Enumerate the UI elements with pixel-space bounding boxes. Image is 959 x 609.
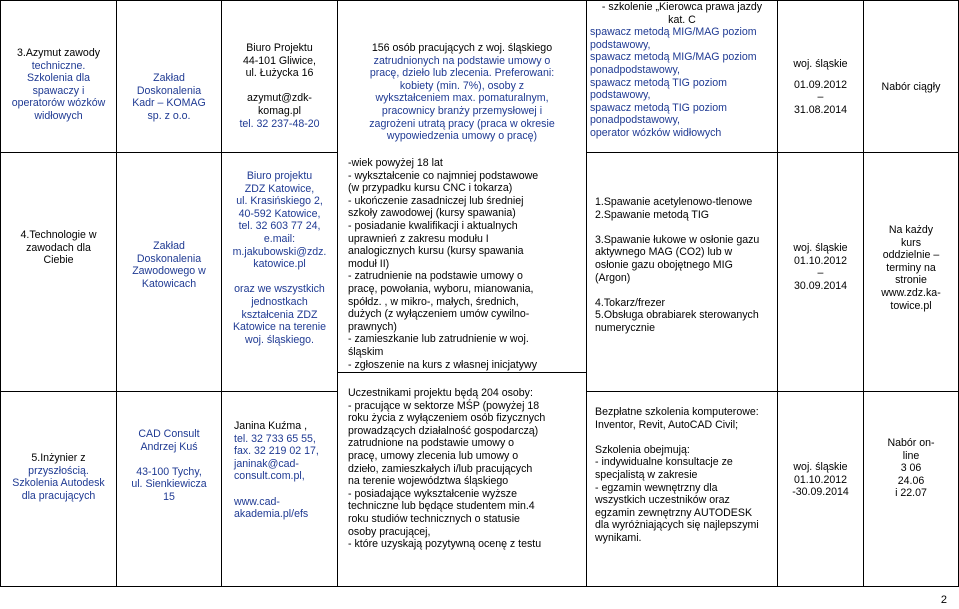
text-line: Zakład: [153, 240, 185, 252]
text-line: spawacz metodą MIG/MAG poziom: [590, 51, 757, 64]
row1-location-dates: [778, 58, 863, 116]
website-link[interactable]: akademia.pl/efs: [234, 508, 309, 521]
text-line: wszystkich uczestników oraz: [595, 494, 730, 507]
text-line: na terenie województwa śląskiego: [348, 475, 509, 488]
text-line: pracę, dzieło lub zlecenia. Preferowani:: [369, 67, 555, 80]
website-link[interactable]: www.cad-: [234, 495, 280, 508]
text-line: kobiety (min. 7%), osoby z: [399, 79, 525, 92]
text-line: fax. 32 219 02 17,: [234, 445, 319, 458]
row1-contact: [222, 42, 337, 130]
text-line: woj. śląskiego.: [245, 333, 314, 346]
text-line: Szkolenia dla: [26, 72, 90, 85]
text-line: - które uzyskają pozytywną ocenę z testu: [348, 538, 542, 551]
row3-target-group: [338, 387, 586, 551]
text-line: Biuro projektu: [246, 170, 313, 182]
text-line: ZDZ Katowice,: [244, 182, 315, 195]
text-line: podstawowy,: [590, 38, 651, 51]
text-line: 01.09.2012: [793, 78, 848, 91]
row3-trainings: [587, 406, 777, 545]
recruitment-link[interactable]: towice.pl: [890, 299, 932, 312]
page-number: 2: [940, 594, 947, 606]
text-line: Katowice na terenie: [232, 321, 327, 334]
text-line: Uczestnikami projektu będą 204 osoby:: [348, 387, 533, 399]
text-line: Zakład: [153, 72, 185, 84]
text-line: Inventor, Revit, AutoCAD Civil;: [595, 418, 739, 431]
row3-recruitment: [864, 437, 958, 500]
text-line: aktywnego MAG (CO2) lub w: [595, 246, 733, 259]
text-line: spawaczy i: [32, 84, 85, 97]
text-line: przyszłością.: [28, 464, 89, 477]
text-line: tel. 32 237-48-20: [239, 117, 320, 130]
text-line: roku życia z wyłączeniem osób fizycznych: [348, 412, 546, 425]
text-line: Katowicach: [141, 277, 197, 290]
text-line: dla wyróżniających się najlepszymi: [595, 519, 759, 532]
text-line: dzieło, zamieszkałych i/lub pracujących: [348, 462, 533, 475]
text-line: i 22.07: [895, 487, 927, 500]
text-line: specjalistą w zakresie: [595, 468, 698, 481]
text-line: 3.Azymut zawody: [16, 47, 101, 59]
text-line: operatorów wózków: [11, 97, 106, 110]
row1-recruitment: [864, 81, 958, 94]
row1-project-name: [1, 47, 116, 123]
text-line: podstawowy,: [590, 89, 651, 102]
text-line: śląskim: [348, 345, 384, 358]
text-line: dla pracujących: [21, 489, 96, 502]
row3-location-dates: [778, 461, 863, 499]
text-line: - posiadające wykształcenie wyższe: [348, 487, 517, 500]
text-line: analogicznych kursu (kursy spawania: [348, 245, 524, 258]
text-line: Andrzej Kuś: [140, 440, 198, 453]
row2-trainings: [587, 196, 777, 335]
row3-project-name: [1, 452, 116, 502]
row3-contact: [222, 420, 337, 521]
text-line: 2.Spawanie metodą TIG: [595, 208, 710, 221]
text-line: - szkolenie „Kierowca prawa jazdy: [601, 1, 763, 13]
text-line: dużych (z wyłączeniem umów cywilno-: [348, 308, 530, 321]
text-line: - zgłoszenie na kurs z własnej inicjatywy: [348, 358, 537, 371]
text-line: prawnych): [348, 320, 397, 333]
text-line: - pracujące w sektorze MŚP (powyżej 18: [348, 399, 540, 412]
text-line: Zawodowego w: [132, 265, 206, 278]
text-line: stronie: [895, 274, 927, 287]
text-line: tel. 32 733 65 55,: [234, 432, 316, 445]
row2-contact: [222, 170, 337, 346]
text-line: Szkolenia obejmują:: [595, 443, 690, 456]
text-line: –: [817, 91, 824, 104]
text-line: (Argon): [595, 271, 631, 284]
text-line: 4.Tokarz/frezer: [595, 296, 666, 309]
text-line: tel. 32 603 77 24,: [238, 220, 321, 233]
text-line: uprawnień z zakresu modułu I: [348, 232, 489, 245]
text-line: 3 06: [900, 462, 922, 475]
row2-project-name: [1, 229, 116, 267]
text-line: (w przypadku kursu CNC i tokarza): [348, 182, 513, 195]
text-line: - wykształcenie co najmniej podstawowe: [348, 169, 539, 182]
text-line: 5.Obsługa obrabiarek sterowanych: [595, 309, 759, 322]
recruitment-link[interactable]: www.zdz.ka-: [881, 286, 941, 299]
text-line: zagrożeni utratą pracy (praca w okresie: [369, 117, 555, 130]
text-line: Janina Kuźma ,: [234, 420, 308, 432]
text-line: woj. śląskie: [793, 242, 848, 254]
email-link[interactable]: komag.pl: [258, 104, 301, 117]
text-line: spawacz metodą TIG poziom: [590, 101, 727, 114]
text-line: 30.09.2014: [793, 279, 848, 292]
text-line: ul. Sienkiewicza: [131, 478, 207, 491]
text-line: 01.10.2012: [793, 473, 848, 486]
text-line: Bezpłatne szkolenia komputerowe:: [595, 406, 759, 418]
email-link[interactable]: janinak@cad-: [234, 457, 299, 470]
text-line: spawacz metodą TIG poziom: [590, 76, 727, 89]
row2-recruitment: [864, 224, 958, 312]
text-line: osoby pracującej,: [348, 525, 431, 538]
text-line: zatrudnione na podstawie umowy o: [348, 437, 515, 450]
text-line: 3.Spawanie łukowe w osłonie gazu: [595, 233, 760, 246]
text-line: Doskonalenia: [136, 84, 202, 97]
text-line: sp. z o.o.: [147, 109, 191, 122]
text-line: kształcenia ZDZ: [241, 308, 318, 321]
text-line: woj. śląskie: [793, 58, 848, 70]
text-line: 1.Spawanie acetylenowo-tlenowe: [595, 196, 753, 208]
text-line: kat. C: [668, 13, 696, 26]
text-line: 01.10.2012: [793, 254, 848, 267]
text-line: line: [902, 449, 920, 462]
text-line: - ukończenie zasadniczej lub średniej: [348, 194, 524, 207]
text-line: numerycznie: [595, 321, 656, 334]
text-line: szkoły zawodowej (kursy spawania): [348, 207, 516, 220]
text-line: woj. śląskie: [793, 461, 848, 473]
text-line: wypowiedzenia umowy o pracę): [386, 130, 538, 143]
text-line: 24.06: [897, 474, 925, 487]
row1-trainings: [587, 1, 777, 140]
row2-organizer: [117, 240, 221, 290]
text-line: pracownicy branży przemysłowej i: [381, 104, 543, 117]
text-line: Na każdy: [888, 224, 934, 236]
text-line: ponadpodstawowy,: [590, 63, 680, 76]
row1-organizer: [117, 72, 221, 122]
text-line: 31.08.2014: [793, 103, 848, 116]
email-link[interactable]: m.jakubowski@zdz.: [232, 245, 327, 258]
text-line: 43-100 Tychy,: [136, 465, 202, 478]
text-line: Nabór ciągły: [881, 81, 941, 93]
text-line: Biuro Projektu: [246, 42, 313, 54]
text-line: - zamieszkanie lub zatrudnienie w woj.: [348, 333, 529, 346]
text-line: 44-101 Gliwice,: [242, 54, 316, 67]
text-line: oddzielnie –: [882, 249, 940, 262]
text-line: - indywidualne konsultacje ze: [595, 456, 733, 469]
text-line: pracę, umowy zlecenia lub umowy o: [348, 449, 519, 462]
email-link[interactable]: katowice.pl: [253, 258, 306, 271]
text-line: wykształceniem max. pomaturalnym,: [375, 92, 549, 105]
text-line: - zatrudnienie na podstawie umowy o: [348, 270, 523, 283]
text-line: 5.Inżynier z: [31, 452, 86, 464]
text-line: terminy na: [886, 261, 936, 274]
text-line: - posiadanie kwalifikacji i aktualnych: [348, 219, 518, 232]
text-line: moduł II): [348, 257, 390, 270]
text-line: Ciebie: [43, 254, 74, 267]
text-line: spółdz. , w mikro-, małych, średnich,: [348, 295, 519, 308]
text-line: -wiek powyżej 18 lat: [348, 157, 443, 169]
text-line: 156 osób pracujących z woj. śląskiego: [371, 42, 553, 54]
text-line: 4.Technologie w: [20, 229, 97, 241]
text-line: wynikami.: [595, 531, 642, 544]
text-line: pracę, powołania, wyboru, mianowania,: [348, 282, 534, 295]
text-line: –: [817, 267, 824, 280]
text-line: osłonie gazu obojętnego MIG: [595, 258, 733, 271]
text-line: CAD Consult: [138, 428, 200, 440]
text-line: 15: [163, 490, 175, 503]
text-line: e.mail:: [263, 232, 296, 245]
text-line: egzamin zewnętrzny AUTODESK: [595, 506, 753, 519]
email-link[interactable]: consult.com.pl,: [234, 470, 305, 483]
text-line: ul. Łużycka 16: [245, 67, 314, 80]
text-line: techniczne.: [31, 59, 86, 72]
row2-location-dates: [778, 242, 863, 292]
text-line: prowadzących działalność gospodarczą): [348, 424, 539, 437]
text-line: ponadpodstawowy,: [590, 114, 680, 127]
text-line: Kadr – KOMAG: [132, 97, 206, 110]
text-line: -30.09.2014: [792, 486, 849, 499]
email-link[interactable]: azymut@zdk-: [247, 92, 312, 105]
text-line: ul. Krasińskiego 2,: [236, 195, 323, 208]
text-line: zawodach dla: [26, 241, 91, 254]
text-line: kurs: [900, 236, 921, 249]
text-line: jednostkach: [251, 295, 308, 308]
text-line: Nabór on-: [887, 437, 935, 449]
text-line: techniczne lub będące studentem min.4: [348, 500, 535, 513]
text-line: widłowych: [34, 109, 83, 122]
row2-target-group: [338, 157, 586, 371]
text-line: roku studiów technicznych o statusie: [348, 512, 520, 525]
text-line: - egzamin wewnętrzny dla: [595, 481, 718, 494]
text-line: oraz we wszystkich: [234, 283, 325, 296]
row3-organizer: [117, 428, 221, 504]
text-line: spawacz metodą MIG/MAG poziom: [590, 26, 757, 39]
text-line: zatrudnionych na podstawie umowy o: [373, 54, 551, 67]
text-line: Szkolenia Autodesk: [12, 477, 105, 490]
row1-target-group: [338, 42, 586, 143]
text-line: Doskonalenia: [136, 252, 202, 265]
text-line: 40-592 Katowice,: [238, 207, 321, 220]
text-line: operator wózków widłowych: [590, 126, 722, 139]
